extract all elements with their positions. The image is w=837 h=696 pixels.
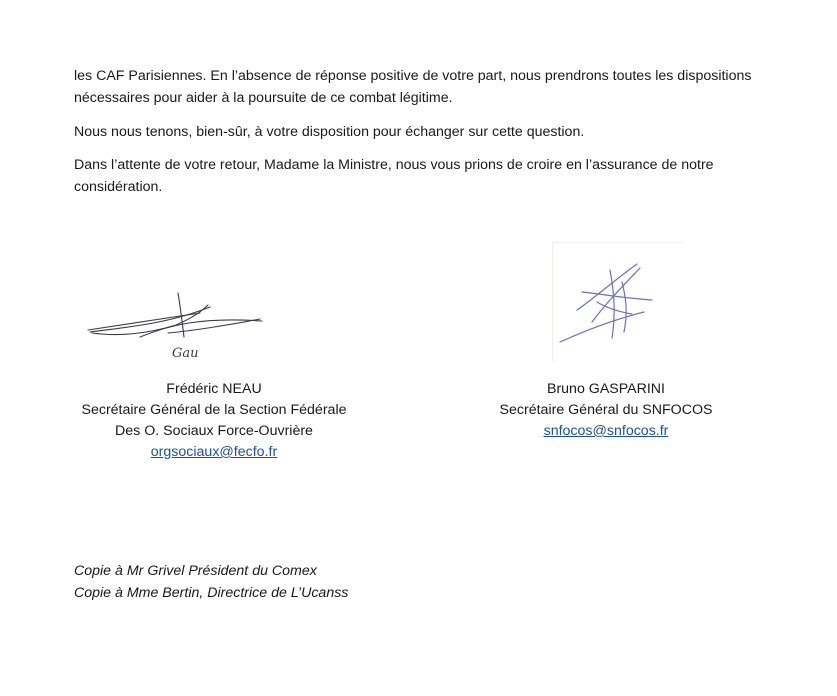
paragraph-3: Dans l’attente de votre retour, Madame la Ministre, nous vous prions de croire en l’assurance de notre considération. — [74, 157, 714, 195]
left-signatory-title-2: Des O. Sociaux Force-Ouvrière — [115, 423, 313, 439]
paragraph-2: Nous nous tenons, bien-sûr, à votre disposition pour échanger sur cette question. — [74, 124, 585, 140]
right-signatory-name: Bruno GASPARINI — [546, 381, 665, 397]
copy-line: Copie à Mr Grivel Président du Comex — [74, 563, 317, 579]
signature-right-image — [552, 242, 682, 360]
signature-block-right — [466, 379, 746, 442]
right-email-link[interactable]: snfocos@snfocos.fr — [543, 423, 669, 439]
left-email-link[interactable]: orgsociaux@fecfo.fr — [150, 444, 278, 460]
left-signatory-name: Frédéric NEAU — [166, 381, 262, 397]
signature-left-initials: Gau — [172, 346, 199, 361]
signature-block-left — [54, 379, 374, 463]
left-signatory-title-1: Secrétaire Général de la Section Fédérale — [81, 402, 347, 418]
paragraph-1: les CAF Parisiennes. En l’absence de réponse positive de votre part, nous prendrons toutes les dispositions nécessaires pour aider à la poursuite de ce combat légitime. — [74, 68, 752, 106]
copies-list — [74, 560, 348, 604]
signature-left-image — [80, 285, 270, 365]
right-signatory-title-1: Secrétaire Général du SNFOCOS — [499, 402, 713, 418]
copy-line: Copie à Mme Bertin, Directrice de L’Ucanss — [74, 585, 349, 601]
